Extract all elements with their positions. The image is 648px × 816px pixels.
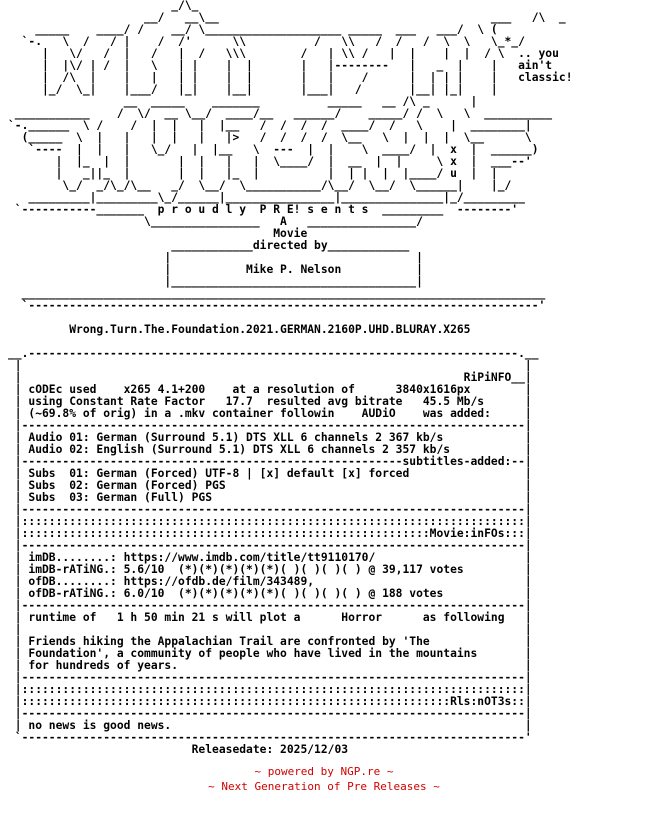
- nfo-text: _/\_ __/ __\__ ___ /\ _ _____ ____/ / __/ \____________________ _____ ___ ___/ \ ( `-. \ / / | / /' \\ / \\ / / / \ \ \_*_/ | \/ / | / | / \\\ / | \\ / | | | | / \ .. you | |\/ | / | \ | | | | | |-------- | _ | | ain't | /\ | | | | | | | | | / | | | | | classic! |_/ \_| |___/ |_| |__| |___| / |__| |_| | __ _____ _______ _____ __ /\ _ | ___________ / \/ __ \__/ ____/__ ______/ _____/ / \ \ __________ `-.______ \ / / | | | |__ / / / / ____/ / \ | ________| (_____ \ | | | | | |> / / / / \__ \ | | | \__ \ `---- | | | \_/ | |__ \ --- | | \ ____/ | x | ______) | |_ | | | | | | \____/ | __ | | \ x | ___--' | _||_ | | | |_ | | | | | |____/ u | | \_/ _/\_/\__ _/ \__/ \___________/\__/ \__/ \______| |_/ _________|_________\_/______|________________|_______________|_/_________ `-----------_______ p r o u d l y P R E! s e n t s _________ --------' \________________ A ________________/ Movie ____________directed by____________ | | | Mike P. Nelson | |____________________________________| _____________________________________________________________________________ `---------------------------------------------------------------------------' Wrong.Turn.The.Foundation.2021.GERMAN.2160P.UHD.BLURAY.X265 __.------------------------------------------------------------------------.__ | | | RiPiNFO__| | cODEc used x265 4.1+200 at a resolution of 3840x1616px | | using Constant Rate Factor 17.7 resulted avg bitrate 45.5 Mb/s | | (~69.8% of orig) in a .mkv container followin AUDiO was added: | |--------------------------------------------------------------------------| | Audio 01: German (Surround 5.1) DTS XLL 6 channels 2 367 kb/s | | Audio 02: English (Surround 5.1) DTS XLL 6 channels 2 357 kb/s | |--------------------------------------------------------subtitles-added:--| | Subs 01: German (Forced) UTF-8 | [x] default [x] forced | | Subs 02: German (Forced) PGS | | Subs 03: German (Full) PGS | |--------------------------------------------------------------------------| |::::::::::::::::::::::::::::::::::::::::::::::::::::::::::::::::::::::::::| |::::::::::::::::::::::::::::::::::::::::::::::::::::::::::::Movie:inFOs:::| |--------------------------------------------------------------------------| | imDB........: https://www.imdb.com/title/tt9110170/ | | imDB-rATiNG.: 5.6/10 (*)(*)(*)(*)(*)( )( )( )( ) @ 39,117 votes | | ofDB........: https://ofdb.de/film/343489, | | ofDB-rATiNG.: 6.0/10 (*)(*)(*)(*)(*)( )( )( )( ) @ 188 votes | |--------------------------------------------------------------------------| | runtime of 1 h 50 min 21 s will plot a Horror as following | | | | Friends hiking the Appalachian Trail are confronted by 'The | | Foundation', a community of people who have lived in the mountains | | for hundreds of years. | |--------------------------------------------------------------------------| |::::::::::::::::::::::::::::::::::::::::::::::::::::::::::::::::::::::::::| |:::::::::::::::::::::::::::::::::::::::::::::::::::::::::::::::Rls:nOT3s::| |--------------------------------------------------------------------------| | no news is good news. | `--------------------------------------------------------------------------' Releasedate: 2025/12/03: [8, 0, 573, 756]
- footer-powered-by: ~ powered by NGP.re ~: [254, 765, 394, 778]
- footer-tagline: ~ Next Generation of Pre Releases ~: [208, 780, 440, 793]
